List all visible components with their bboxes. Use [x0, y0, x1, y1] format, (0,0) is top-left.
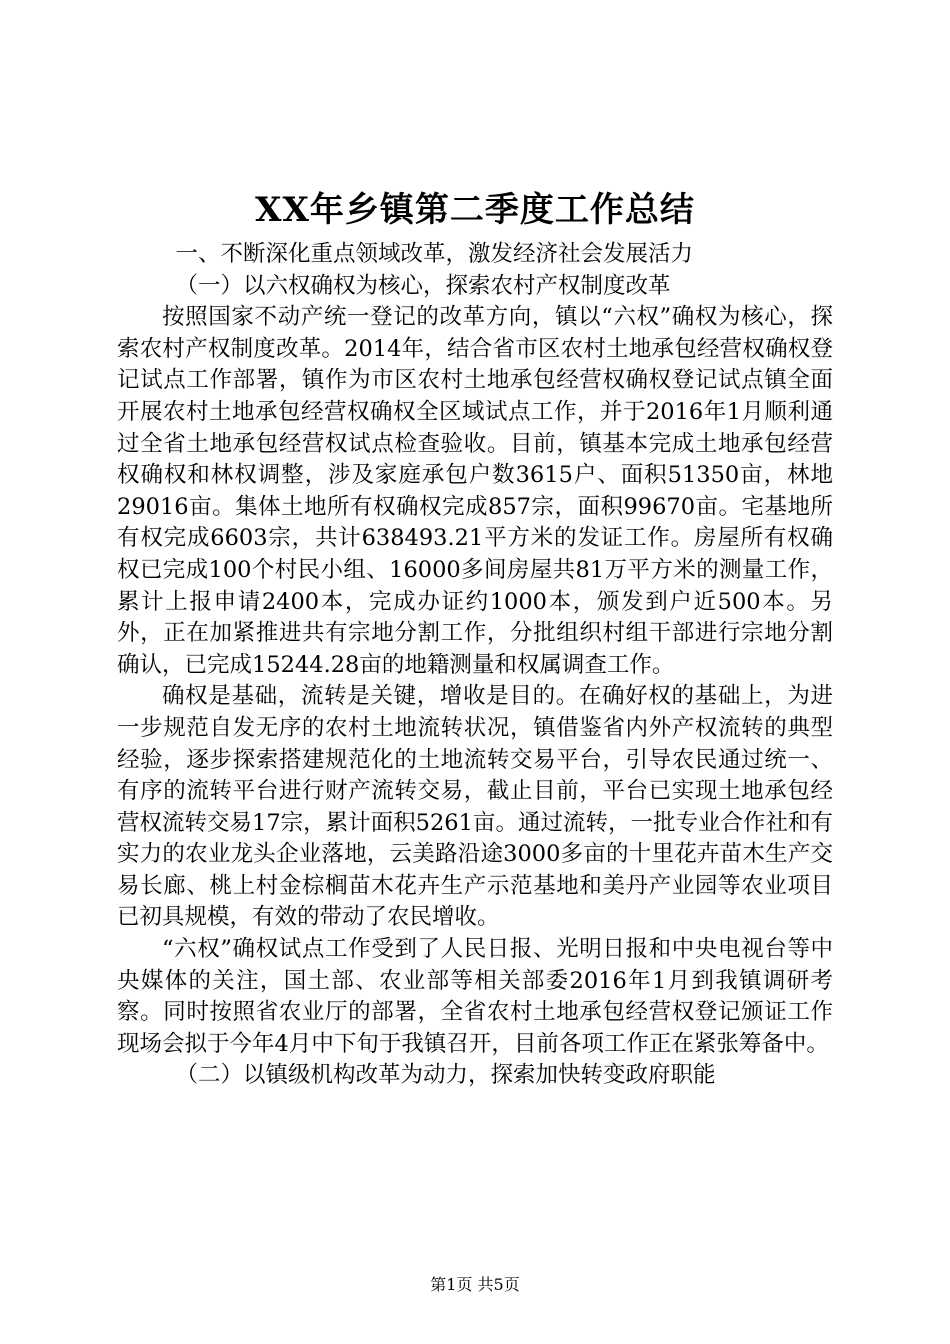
section-heading-1: 一、不断深化重点领域改革，激发经济社会发展活力 — [175, 241, 694, 267]
document-title: XX年乡镇第二季度工作总结 — [255, 190, 695, 230]
paragraph-3: “六权”确权试点工作受到了人民日报、光明日报和中央电视台等中央媒体的关注，国土部、农业部等相关部委2016年1月到我镇调研考察。同时按照省农业厅的部署，全省农村土地承包经营权登记颁证工作现场会拟于今年4月中下旬于我镇召开，目前各项工作正在紧张筹备中。 — [117, 936, 833, 1057]
document-body — [117, 239, 833, 1092]
paragraph-2: 确权是基础，流转是关键，增收是目的。在确好权的基础上，为进一步规范自发无序的农村土地流转状况，镇借鉴省内外产权流转的典型经验，逐步探索搭建规范化的土地流转交易平台，引导农民通过统一、有序的流转平台进行财产流转交易，截止目前，平台已实现土地承包经营权流转交易17宗，累计面积5261亩。通过流转，一批专业合作社和有实力的农业龙头企业落地，云美路沿途3000多亩的十里花卉苗木生产交易长廊、桃上村金棕榈苗木花卉生产示范基地和美丹产业园等农业项目已初具规模，有效的带动了农民增收。 — [117, 683, 833, 931]
page-number-footer: 第1页 共5页 — [430, 1275, 520, 1294]
paragraph-1: 按照国家不动产统一登记的改革方向，镇以“六权”确权为核心，探索农村产权制度改革。2014年，结合省市区农村土地承包经营权确权登记试点工作部署，镇作为市区农村土地承包经营权确权登记试点镇全面开展农村土地承包经营权确权全区域试点工作，并于2016年1月顺利通过全省土地承包经营权试点检查验收。目前，镇基本完成土地承包经营权确权和林权调整，涉及家庭承包户数3615户、面积51350亩，林地29016亩。集体土地所有权确权完成857宗，面积99670亩。宅基地所有权完成6603宗，共计638493.21平方米的发证工作。房屋所有权确权已完成100个村民小组、16000多间房屋共81万平方米的测量工作，累计上报申请2400本，完成办证约1000本，颁发到户近500本。另外，正在加紧推进共有宗地分割工作，分批组织村组干部进行宗地分割确认，已完成15244.28亩的地籍测量和权属调查工作。 — [117, 304, 833, 678]
subsection-heading-1: （一）以六权确权为核心，探索农村产权制度改革 — [175, 272, 671, 299]
subsection-heading-2: （二）以镇级机构改革为动力，探索加快转变政府职能 — [175, 1062, 716, 1089]
